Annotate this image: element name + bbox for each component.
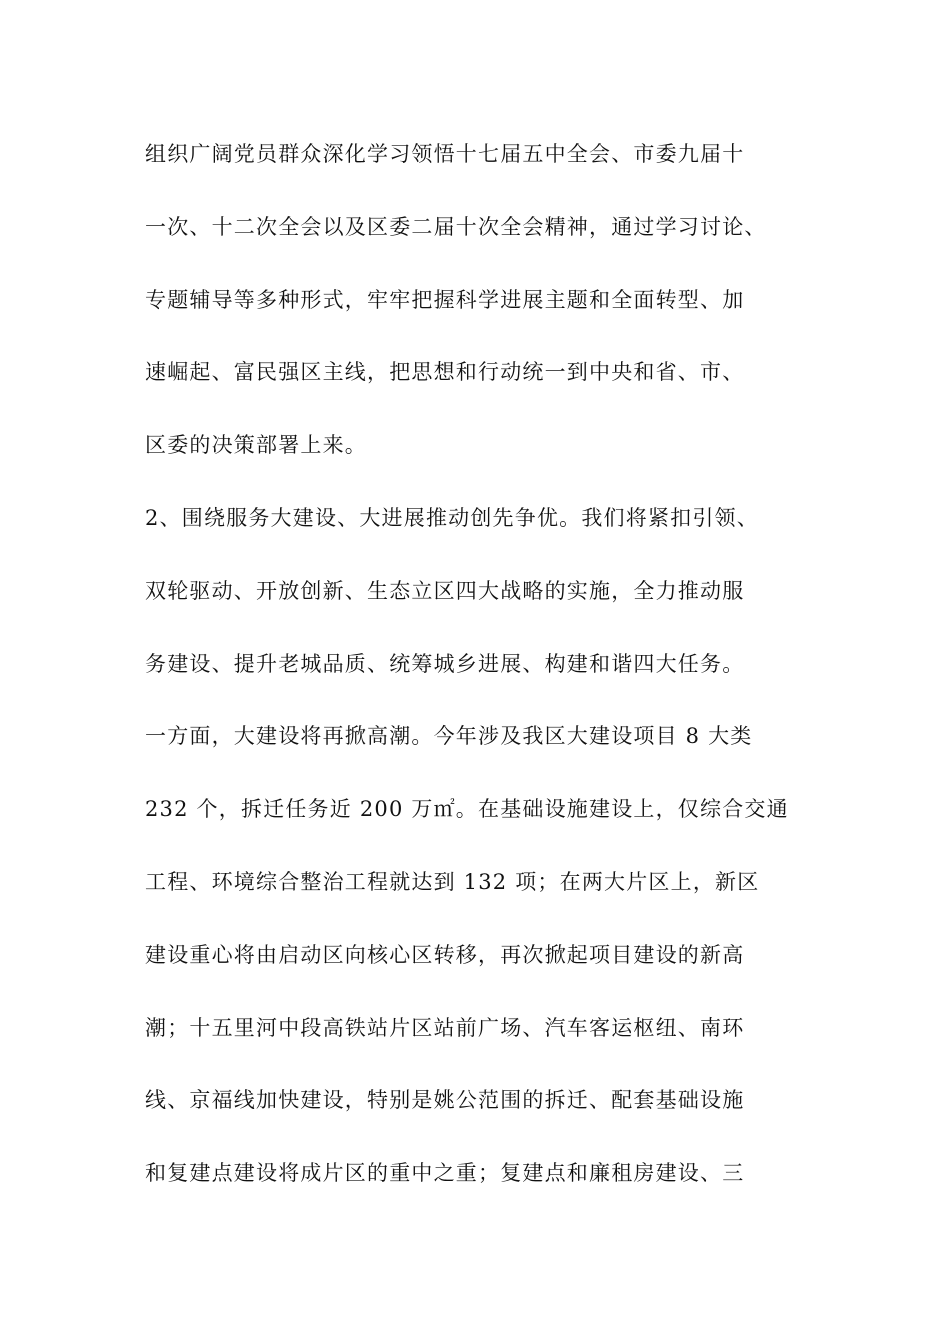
text-line: 2、围绕服务大建设、大进展推动创先争优。我们将紧扣引领、	[145, 505, 759, 530]
text-line: 双轮驱动、开放创新、生态立区四大战略的实施，全力推动服	[145, 578, 745, 603]
text-line: 潮；十五里河中段高铁站片区站前广场、汽车客运枢纽、南环	[145, 1015, 745, 1040]
body-text	[145, 130, 835, 1222]
text-line: 232 个，拆迁任务近 200 万㎡。在基础设施建设上，仅综合交通	[145, 797, 789, 822]
text-line: 工程、环境综合整治工程就达到 132 项；在两大片区上，新区	[145, 869, 760, 894]
text-line: 线、京福线加快建设，特别是姚公范围的拆迁、配套基础设施	[145, 1088, 745, 1113]
text-line: 专题辅导等多种形式，牢牢把握科学进展主题和全面转型、加	[145, 287, 745, 312]
text-line: 组织广阔党员群众深化学习领悟十七届五中全会、市委九届十	[145, 142, 745, 166]
text-line: 建设重心将由启动区向核心区转移，再次掀起项目建设的新高	[145, 942, 745, 967]
text-line: 区委的决策部署上来。	[145, 433, 367, 458]
text-line: 务建设、提升老城品质、统筹城乡进展、构建和谐四大任务。	[145, 651, 745, 676]
text-line: 和复建点建设将成片区的重中之重；复建点和廉租房建设、三	[145, 1161, 745, 1186]
text-line: 一次、十二次全会以及区委二届十次全会精神，通过学习讨论、	[145, 214, 767, 239]
text-line: 一方面，大建设将再掀高潮。今年涉及我区大建设项目 8 大类	[145, 724, 753, 749]
text-line: 速崛起、富民强区主线，把思想和行动统一到中央和省、市、	[145, 360, 745, 385]
